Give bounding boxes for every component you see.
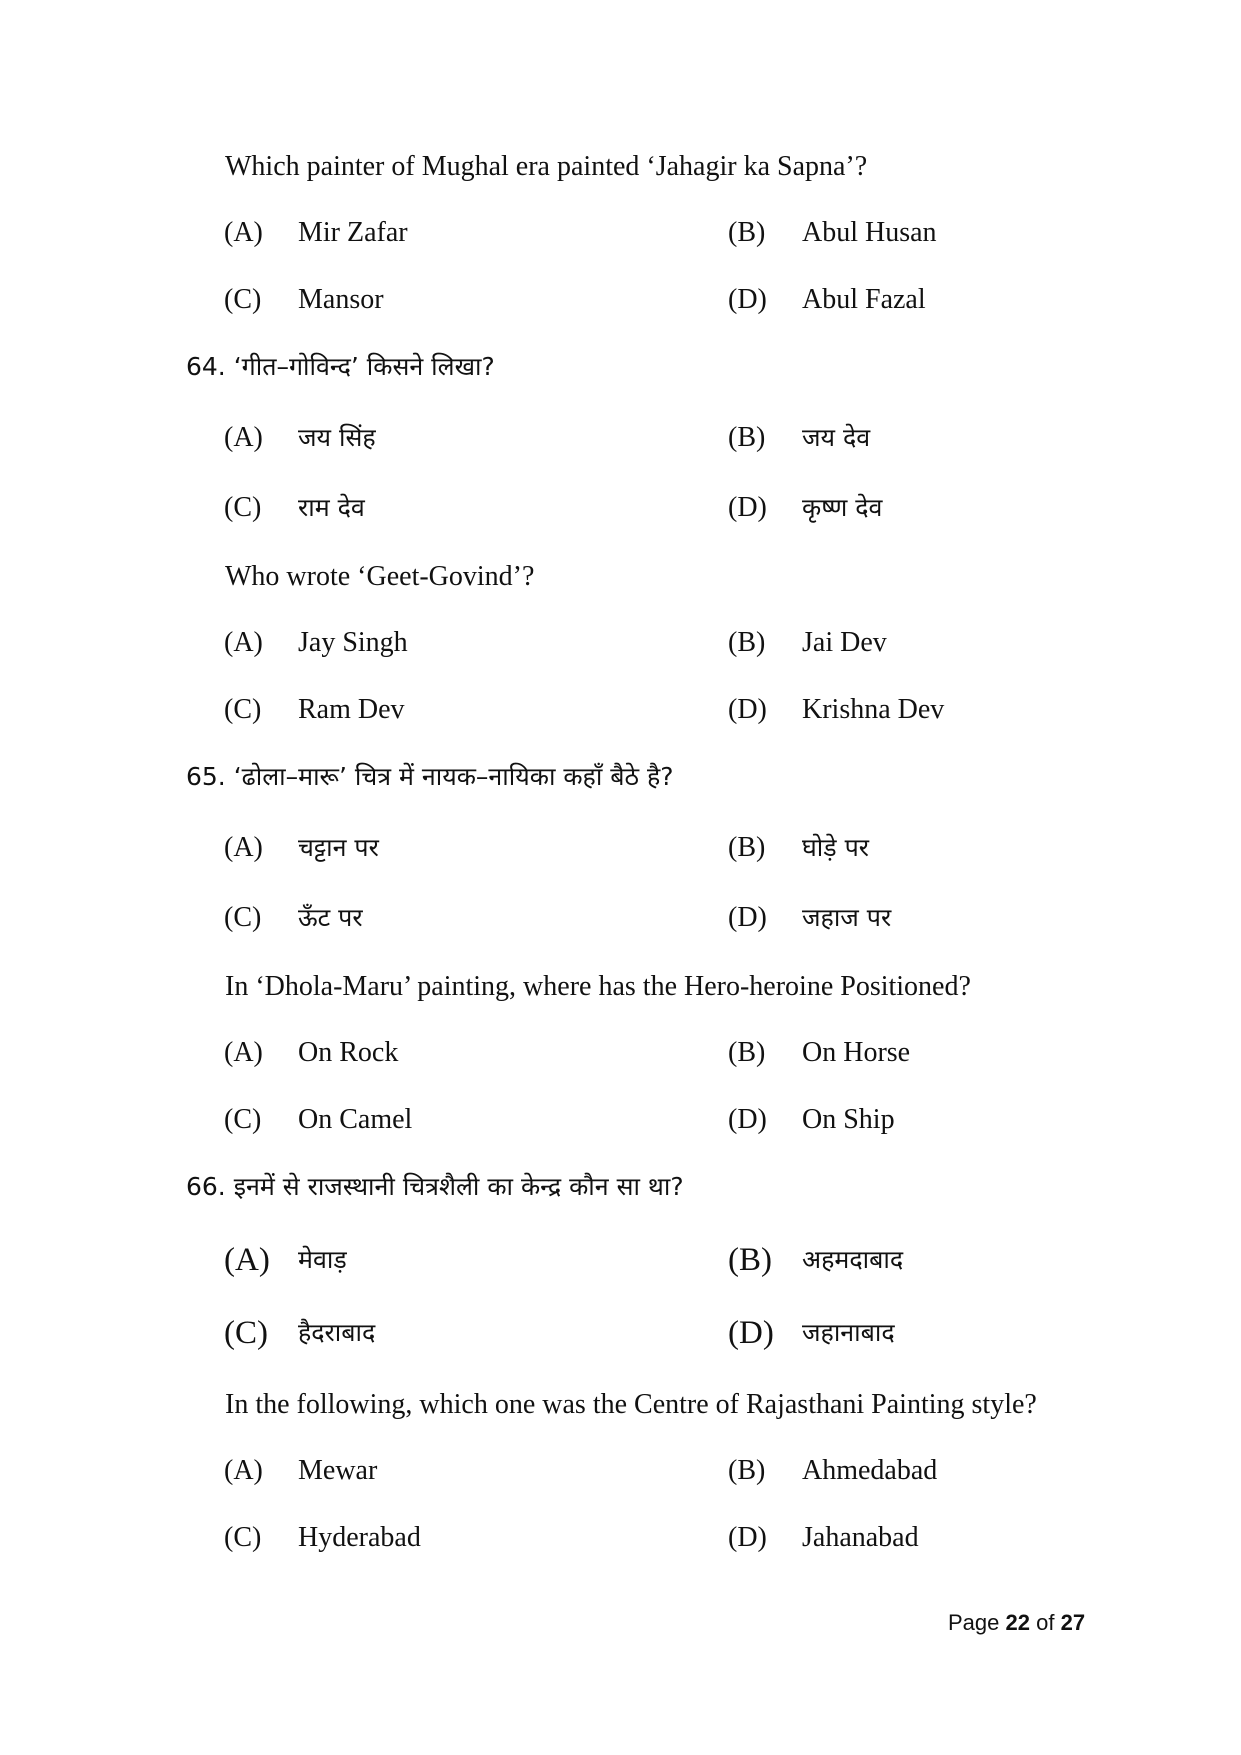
option-label: (C)	[224, 694, 262, 725]
option-text: Mewar	[298, 1455, 378, 1486]
option-text: Mansor	[298, 284, 384, 315]
option-text: Mir Zafar	[298, 217, 408, 248]
option-text: On Horse	[802, 1037, 911, 1068]
option-label: (D)	[728, 1315, 774, 1351]
option-label: (B)	[728, 1242, 772, 1278]
option-text: कृष्ण देव	[802, 493, 883, 522]
option-text: Jai Dev	[802, 627, 887, 658]
option-label: (B)	[728, 1037, 766, 1068]
option-label: (C)	[224, 902, 262, 933]
option-text: Hyderabad	[298, 1522, 421, 1553]
option-label: (C)	[224, 492, 262, 523]
option-label: (B)	[728, 422, 766, 453]
question-64-hi	[186, 350, 495, 384]
question-text: 65. ‘ढोला–मारू’ चित्र में नायक–नायिका कहाँ बैठे है?	[186, 762, 674, 791]
of-word: of	[1036, 1610, 1055, 1635]
option-label: (A)	[224, 832, 263, 863]
option-label: (A)	[224, 217, 263, 248]
option-text: Abul Husan	[802, 217, 937, 248]
option-text: Krishna Dev	[802, 694, 945, 725]
total-pages-number: 27	[1060, 1610, 1086, 1635]
option-text: Ahmedabad	[802, 1455, 938, 1486]
current-page-number: 22	[1005, 1610, 1030, 1635]
option-label: (B)	[728, 832, 766, 863]
page-number-footer	[948, 1610, 1085, 1636]
option-row	[0, 623, 1241, 663]
question-66-hi	[186, 1170, 684, 1204]
option-text: Jahanabad	[802, 1522, 919, 1553]
option-row	[0, 213, 1241, 253]
option-row	[0, 898, 1241, 938]
option-label: (A)	[224, 627, 263, 658]
option-row	[0, 418, 1241, 458]
option-row	[0, 488, 1241, 528]
option-label: (D)	[728, 1104, 767, 1135]
option-text: जय सिंह	[298, 423, 376, 452]
option-label: (D)	[728, 1522, 767, 1553]
option-text: मेवाड़	[298, 1245, 347, 1274]
option-label: (D)	[728, 284, 767, 315]
question-66-en: In the following, which one was the Centre of Rajasthani Painting style?	[225, 1389, 1037, 1420]
option-label: (B)	[728, 1455, 766, 1486]
option-row	[0, 1518, 1241, 1558]
option-row	[0, 1240, 1241, 1280]
option-text: On Camel	[298, 1104, 413, 1135]
question-text: 64. ‘गीत–गोविन्द’ किसने लिखा?	[186, 352, 495, 381]
option-text: ऊँट पर	[298, 903, 363, 932]
question-63-en: Which painter of Mughal era painted ‘Jahagir ka Sapna’?	[225, 151, 868, 182]
option-row	[0, 828, 1241, 868]
option-row	[0, 1451, 1241, 1491]
option-label: (A)	[224, 1037, 263, 1068]
question-65-hi	[186, 760, 674, 794]
option-row	[0, 1100, 1241, 1140]
option-label: (D)	[728, 902, 767, 933]
option-label: (A)	[224, 1242, 270, 1278]
option-text: जहानाबाद	[802, 1318, 895, 1347]
option-label: (A)	[224, 1455, 263, 1486]
option-label: (B)	[728, 627, 766, 658]
option-text: On Rock	[298, 1037, 399, 1068]
option-label: (C)	[224, 1315, 268, 1351]
option-label: (D)	[728, 694, 767, 725]
option-row	[0, 280, 1241, 320]
option-text: राम देव	[298, 493, 365, 522]
option-text: चट्टान पर	[298, 833, 379, 862]
option-label: (C)	[224, 1104, 262, 1135]
option-label: (B)	[728, 217, 766, 248]
option-text: जय देव	[802, 423, 871, 452]
page-word: Page	[948, 1610, 1000, 1635]
option-text: Ram Dev	[298, 694, 405, 725]
option-label: (C)	[224, 284, 262, 315]
option-row	[0, 1033, 1241, 1073]
option-text: On Ship	[802, 1104, 895, 1135]
option-text: हैदराबाद	[298, 1318, 376, 1347]
question-text: 66. इनमें से राजस्थानी चित्रशैली का केन्द्र कौन सा था?	[186, 1172, 684, 1201]
option-label: (D)	[728, 492, 767, 523]
question-64-en: Who wrote ‘Geet-Govind’?	[225, 561, 535, 592]
option-text: जहाज पर	[802, 903, 892, 932]
option-text: घोड़े पर	[802, 833, 869, 862]
option-text: Abul Fazal	[802, 284, 926, 315]
question-65-en: In ‘Dhola-Maru’ painting, where has the Hero-heroine Positioned?	[225, 971, 971, 1002]
option-label: (C)	[224, 1522, 262, 1553]
option-row	[0, 1313, 1241, 1353]
option-text: अहमदाबाद	[802, 1245, 904, 1274]
option-text: Jay Singh	[298, 627, 408, 658]
option-label: (A)	[224, 422, 263, 453]
option-row	[0, 690, 1241, 730]
